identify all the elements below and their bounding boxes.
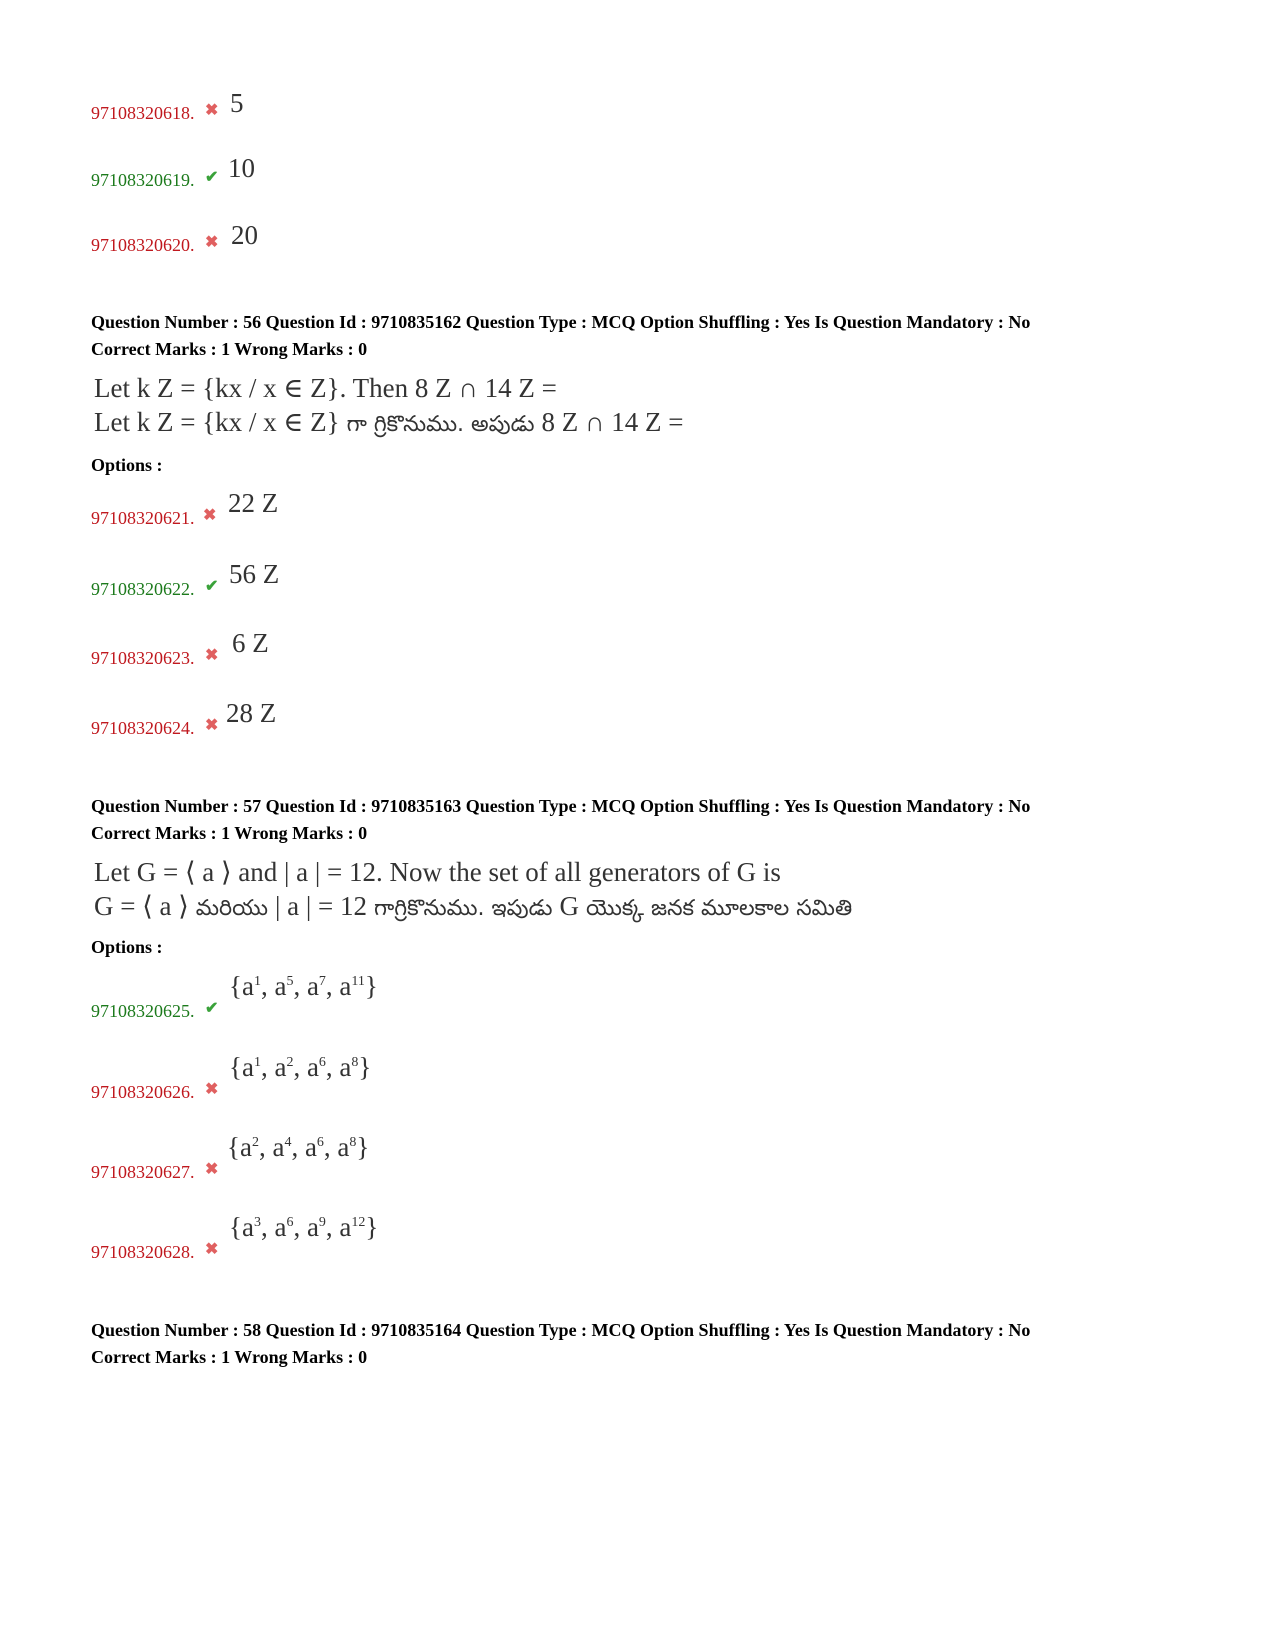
term-exponent: 5 xyxy=(286,974,294,989)
term-exponent: 1 xyxy=(253,1055,261,1070)
option-row xyxy=(91,628,491,685)
question-text-part: 8 Z ∩ 14 Z = xyxy=(541,407,684,437)
option-row xyxy=(91,698,491,755)
option-text: 6 Z xyxy=(232,628,269,658)
term-base: a xyxy=(274,971,287,1001)
option-id: 97108320623. xyxy=(91,648,195,668)
question-meta-line: Question Number : 58 Question Id : 9710835164 Question Type : MCQ Option Shuffling : Yes Is Question Mandatory : No xyxy=(91,1320,1031,1340)
term-base: a xyxy=(339,1052,352,1082)
term-exponent: 6 xyxy=(286,1215,294,1230)
question-text-telugu xyxy=(94,405,683,442)
option-id: 97108320618. xyxy=(91,103,195,123)
question-text-part: G = ⟨ a ⟩ xyxy=(94,891,189,921)
option-row xyxy=(91,88,491,140)
option-text: 56 Z xyxy=(229,559,280,589)
option-id: 97108320624. xyxy=(91,718,195,738)
cross-icon: ✖ xyxy=(205,102,219,119)
cross-icon: ✖ xyxy=(205,717,219,734)
option-row xyxy=(91,1052,591,1119)
term-exponent: 2 xyxy=(251,1135,259,1150)
cross-icon: ✖ xyxy=(205,647,219,664)
question-text-part: మరియు xyxy=(188,896,275,921)
option-id: 97108320621. xyxy=(91,508,195,528)
options-label: Options : xyxy=(91,937,163,957)
term-exponent: 1 xyxy=(253,974,261,989)
question-text-english: Let k Z = {kx / x ∈ Z}. Then 8 Z ∩ 14 Z = xyxy=(94,373,557,403)
term-exponent: 6 xyxy=(318,1055,326,1070)
question-meta xyxy=(91,1317,1030,1371)
option-text: {$a^1$, $a^2$, $a^6$, $a^8$} xyxy=(229,1052,372,1082)
option-row xyxy=(91,488,491,545)
option-row xyxy=(91,153,491,207)
check-icon: ✔ xyxy=(205,169,219,186)
question-marks-line: Correct Marks : 1 Wrong Marks : 0 xyxy=(91,339,368,359)
term-base: a xyxy=(304,1132,317,1162)
term-base: a xyxy=(274,1052,287,1082)
option-text: 20 xyxy=(231,220,258,250)
question-marks-line: Correct Marks : 1 Wrong Marks : 0 xyxy=(91,823,368,843)
cross-icon: ✖ xyxy=(205,1161,219,1178)
option-text: {$a^3$, $a^6$, $a^9$, $a^{12}$} xyxy=(229,1212,379,1242)
term-exponent: 9 xyxy=(318,1215,326,1230)
cross-icon: ✖ xyxy=(205,1081,219,1098)
question-text-part: గా గ్రికొనుము. అపుడు xyxy=(339,412,542,437)
term-exponent: 4 xyxy=(284,1135,292,1150)
term-base: a xyxy=(339,1212,352,1242)
option-id: 97108320627. xyxy=(91,1162,195,1182)
term-base: a xyxy=(337,1132,350,1162)
question-text-part: గాగ్రికొనుము. ఇపుడు xyxy=(367,896,560,921)
question-text-part: G xyxy=(559,891,579,921)
term-base: a xyxy=(306,1212,319,1242)
option-text: {$a^1$, $a^5$, $a^7$, $a^{11}$} xyxy=(229,971,378,1001)
option-row xyxy=(91,1132,591,1199)
question-text-part: Let k Z = {kx / x ∈ Z} xyxy=(94,407,340,437)
cross-icon: ✖ xyxy=(205,1241,219,1258)
option-text: 28 Z xyxy=(226,698,277,728)
option-id: 97108320625. xyxy=(91,1001,195,1021)
term-base: a xyxy=(241,1052,254,1082)
option-row xyxy=(91,220,491,272)
option-text: 22 Z xyxy=(228,488,279,518)
option-id: 97108320622. xyxy=(91,579,195,599)
question-marks-line: Correct Marks : 1 Wrong Marks : 0 xyxy=(91,1347,368,1367)
question-text-english: Let G = ⟨ a ⟩ and | a | = 12. Now the set of all generators of G is xyxy=(94,857,781,887)
question-text-telugu xyxy=(94,889,852,926)
option-text: {$a^2$, $a^4$, $a^6$, $a^8$} xyxy=(227,1132,370,1162)
term-exponent: 7 xyxy=(318,974,326,989)
term-exponent: 8 xyxy=(351,1055,359,1070)
option-row xyxy=(91,1212,591,1279)
cross-icon: ✖ xyxy=(205,234,219,251)
option-id: 97108320620. xyxy=(91,235,195,255)
option-id: 97108320619. xyxy=(91,170,195,190)
options-label: Options : xyxy=(91,455,163,475)
question-text-part: యొక్క జనక మూలకాల సమితి xyxy=(578,896,853,921)
term-base: a xyxy=(274,1212,287,1242)
question-meta xyxy=(91,793,1030,847)
term-base: a xyxy=(339,971,352,1001)
question-text xyxy=(94,371,683,442)
check-icon: ✔ xyxy=(205,578,219,595)
term-exponent: 3 xyxy=(253,1215,261,1230)
question-meta xyxy=(91,309,1030,363)
term-exponent: 8 xyxy=(349,1135,357,1150)
term-exponent: 11 xyxy=(351,974,365,989)
option-id: 97108320626. xyxy=(91,1082,195,1102)
option-text: 10 xyxy=(228,153,255,183)
term-base: a xyxy=(306,1052,319,1082)
question-meta-line: Question Number : 57 Question Id : 9710835163 Question Type : MCQ Option Shuffling : Yes Is Question Mandatory : No xyxy=(91,796,1031,816)
option-text: 5 xyxy=(230,88,244,118)
term-exponent: 2 xyxy=(286,1055,294,1070)
term-base: a xyxy=(272,1132,285,1162)
term-base: a xyxy=(241,971,254,1001)
option-row xyxy=(91,559,491,616)
option-row xyxy=(91,971,591,1038)
question-meta-line: Question Number : 56 Question Id : 9710835162 Question Type : MCQ Option Shuffling : Yes Is Question Mandatory : No xyxy=(91,312,1031,332)
cross-icon: ✖ xyxy=(203,507,217,524)
term-base: a xyxy=(306,971,319,1001)
question-text xyxy=(94,855,852,926)
check-icon: ✔ xyxy=(205,1000,219,1017)
question-text-part: | a | = 12 xyxy=(275,891,368,921)
term-exponent: 12 xyxy=(351,1215,366,1230)
option-id: 97108320628. xyxy=(91,1242,195,1262)
term-base: a xyxy=(239,1132,252,1162)
term-exponent: 6 xyxy=(316,1135,324,1150)
term-base: a xyxy=(241,1212,254,1242)
